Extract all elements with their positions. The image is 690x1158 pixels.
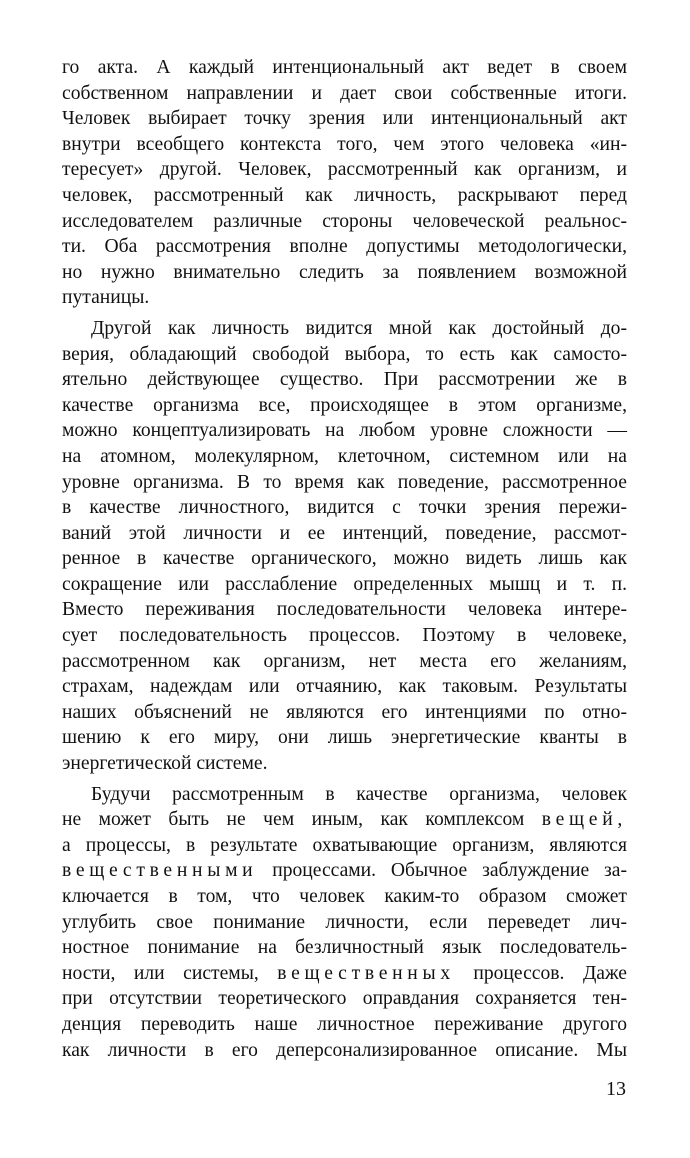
text-line: денция переводить наше личностное переживание другого [62, 1013, 627, 1035]
text-line: наших объяснений не являются его интенциями по отно- [62, 701, 627, 723]
text-line: ключается в том, что человек каким-то образом сможет [62, 886, 627, 907]
text-line: при отсутствии теоретического оправдания сохраняется тен- [62, 988, 627, 1010]
text-line: Человек выбирает точку зрения или интенциональный акт [62, 108, 627, 130]
text-line: ваний этой личности и ее интенций, поведение, рассмот- [62, 522, 627, 544]
text-line: ностное понимание на безличностный язык последователь- [62, 937, 627, 959]
spaced-emphasis: вещественными [62, 860, 258, 882]
text-line: верия, обладающий свободой выбора, то есть как самосто- [62, 343, 627, 365]
text-line: ятельно действующее существо. При рассмотрении же в [62, 369, 627, 391]
spaced-emphasis: вещей, [541, 809, 627, 831]
text-line: сует последовательность процессов. Поэтому в человеке, [62, 625, 627, 647]
text-line: страхам, надеждам или отчаянию, как таковым. Результаты [62, 676, 627, 698]
text-run: процессов. Даже [454, 962, 627, 984]
text-line: внутри всеобщего контекста того, чем этого человека «ин- [62, 133, 627, 155]
text-line [62, 807, 627, 833]
text-line: путаницы. [62, 287, 150, 309]
text-line: углубить свое понимание личности, если переведет лич- [62, 911, 627, 933]
spaced-emphasis: вещественных [277, 962, 455, 984]
text-line: исследователем различные стороны человеческой реальнос- [62, 210, 627, 232]
text-line: собственном направлении и дает свои собственные итоги. [62, 82, 627, 104]
text-line: но нужно внимательно следить за появлением возможной [62, 261, 627, 283]
text-line: ти. Оба рассмотрения вполне допустимы методологически, [62, 236, 627, 258]
text-line: энергетической системе. [62, 753, 268, 775]
text-run: не может быть не чем иным, как комплексом [62, 809, 542, 831]
paragraph-3 [62, 782, 627, 1064]
text-line: сокращение или расслабление определенных мышц и т. п. [62, 573, 627, 595]
text-line: го акта. А каждый интенциональный акт ведет в своем [62, 57, 627, 78]
paragraph-2 [62, 316, 627, 777]
text-line: на атомном, молекулярном, клеточном, системном или на [62, 445, 627, 467]
text-line: можно концептуализировать на любом уровне сложности — [62, 420, 627, 442]
text-line: Будучи рассмотренным в качестве организма, человек [91, 783, 627, 805]
text-line [62, 961, 627, 987]
text-line: как личности в его деперсонализированное описание. Мы [62, 1039, 627, 1061]
text-line: уровне организма. В то время как поведение, рассмотренное [62, 471, 627, 493]
page-number: 13 [606, 1078, 626, 1100]
text-line: Другой как личность видится мной как достойный до- [91, 317, 627, 339]
text-line [62, 858, 627, 884]
text-line: шению к его миру, они лишь энергетические кванты в [62, 727, 627, 749]
text-line: рассмотренном как организм, нет места его желаниям, [62, 650, 627, 672]
body-text [62, 55, 627, 1063]
paragraph-1 [62, 55, 627, 311]
text-line: Вместо переживания последовательности человека интере- [62, 599, 627, 621]
text-line: тересует» другой. Человек, рассмотренный как организм, и [62, 159, 627, 181]
text-line: качестве организма все, происходящее в этом организме, [62, 394, 627, 416]
text-line: человек, рассмотренный как личность, раскрывают перед [62, 184, 627, 206]
text-line: а процессы, в результате охватывающие организм, являются [62, 834, 627, 856]
text-line: в качестве личностного, видится с точки зрения пережи- [62, 497, 627, 519]
text-run: ности, или системы, [62, 962, 278, 984]
text-run: процессами. Обычное заблуждение за- [257, 860, 627, 882]
text-line: ренное в качестве органического, можно видеть лишь как [62, 548, 627, 570]
